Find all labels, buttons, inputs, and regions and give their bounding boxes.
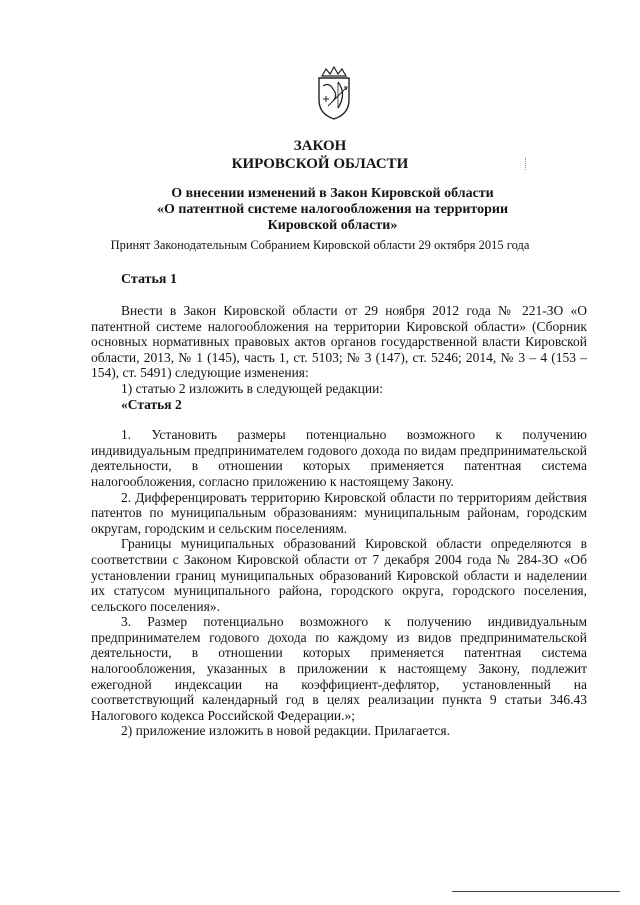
- coat-of-arms-icon: [314, 66, 354, 120]
- article-1-title: Статья 1: [121, 272, 177, 287]
- law-heading: ЗАКОН: [293, 138, 347, 154]
- subtitle-line-2: «О патентной системе налогообложения на территории: [156, 202, 509, 217]
- subtitle-line-1: О внесении изменений в Закон Кировской области: [171, 186, 494, 201]
- law-body: [91, 303, 587, 739]
- scan-mark: [525, 158, 527, 170]
- paragraph-item-2: 2) приложение изложить в новой редакции. Прилагается.: [121, 723, 450, 739]
- law-subtitle: [60, 186, 605, 234]
- paragraph-clause-1: 1. Установить размеры потенциально возможного к получению индивидуальным предпринимателем годового дохода по видам предпринимательской деятельности, в отношении которых применяется патентная система налогообложения, согласно приложению к настоящему Закону.: [91, 427, 587, 489]
- signature-line: [452, 891, 620, 892]
- paragraph-clause-2: 2. Дифференцировать территорию Кировской области по территориям действия патентов по муниципальным образованиям: муниципальным районам, городским округам, городским и сельским поселениям.: [91, 489, 587, 536]
- adoption-note: Принят Законодательным Собранием Кировской области 29 октября 2015 года: [110, 238, 530, 252]
- paragraph-article-2-title: «Статья 2: [121, 396, 182, 412]
- paragraph-boundaries: Границы муниципальных образований Кировской области определяются в соответствии с Законом Кировской области от 7 декабря 2004 года № 284-ЗО «Об установлении границ муниципальных образований Кировской области и наделении их статусом муниципального района, городского округа, городского поселения, сельского поселения».: [91, 536, 587, 614]
- region-heading: КИРОВСКОЙ ОБЛАСТИ: [231, 156, 409, 172]
- paragraph-item-1: 1) статью 2 изложить в следующей редакции:: [121, 380, 384, 396]
- paragraph-amendment-intro: Внести в Закон Кировской области от 29 ноября 2012 года № 221-ЗО «О патентной системе налогообложения на территории Кировской области» (Сборник основных нормативных правовых актов органов государственной власти Кировской области, 2013, № 1 (145), часть 1, ст. 5103; № 3 (147), ст. 5246; 2014, № 3 – 4 (153 – 154), ст. 5491) следующие изменения:: [91, 303, 587, 381]
- paragraph-clause-3: 3. Размер потенциально возможного к получению индивидуальным предпринимателем годового дохода по каждому из видов предпринимательской деятельности, в отношении которых применяется патентная система налогообложения, указанных в приложении к настоящему Закону, подлежит ежегодной индексации на коэффициент-дефлятор, установленный на соответствующий календарный год в целях реализации пункта 9 статьи 346.43 Налогового кодекса Российской Федерации.»;: [91, 614, 587, 723]
- subtitle-line-3: Кировской области»: [267, 218, 398, 233]
